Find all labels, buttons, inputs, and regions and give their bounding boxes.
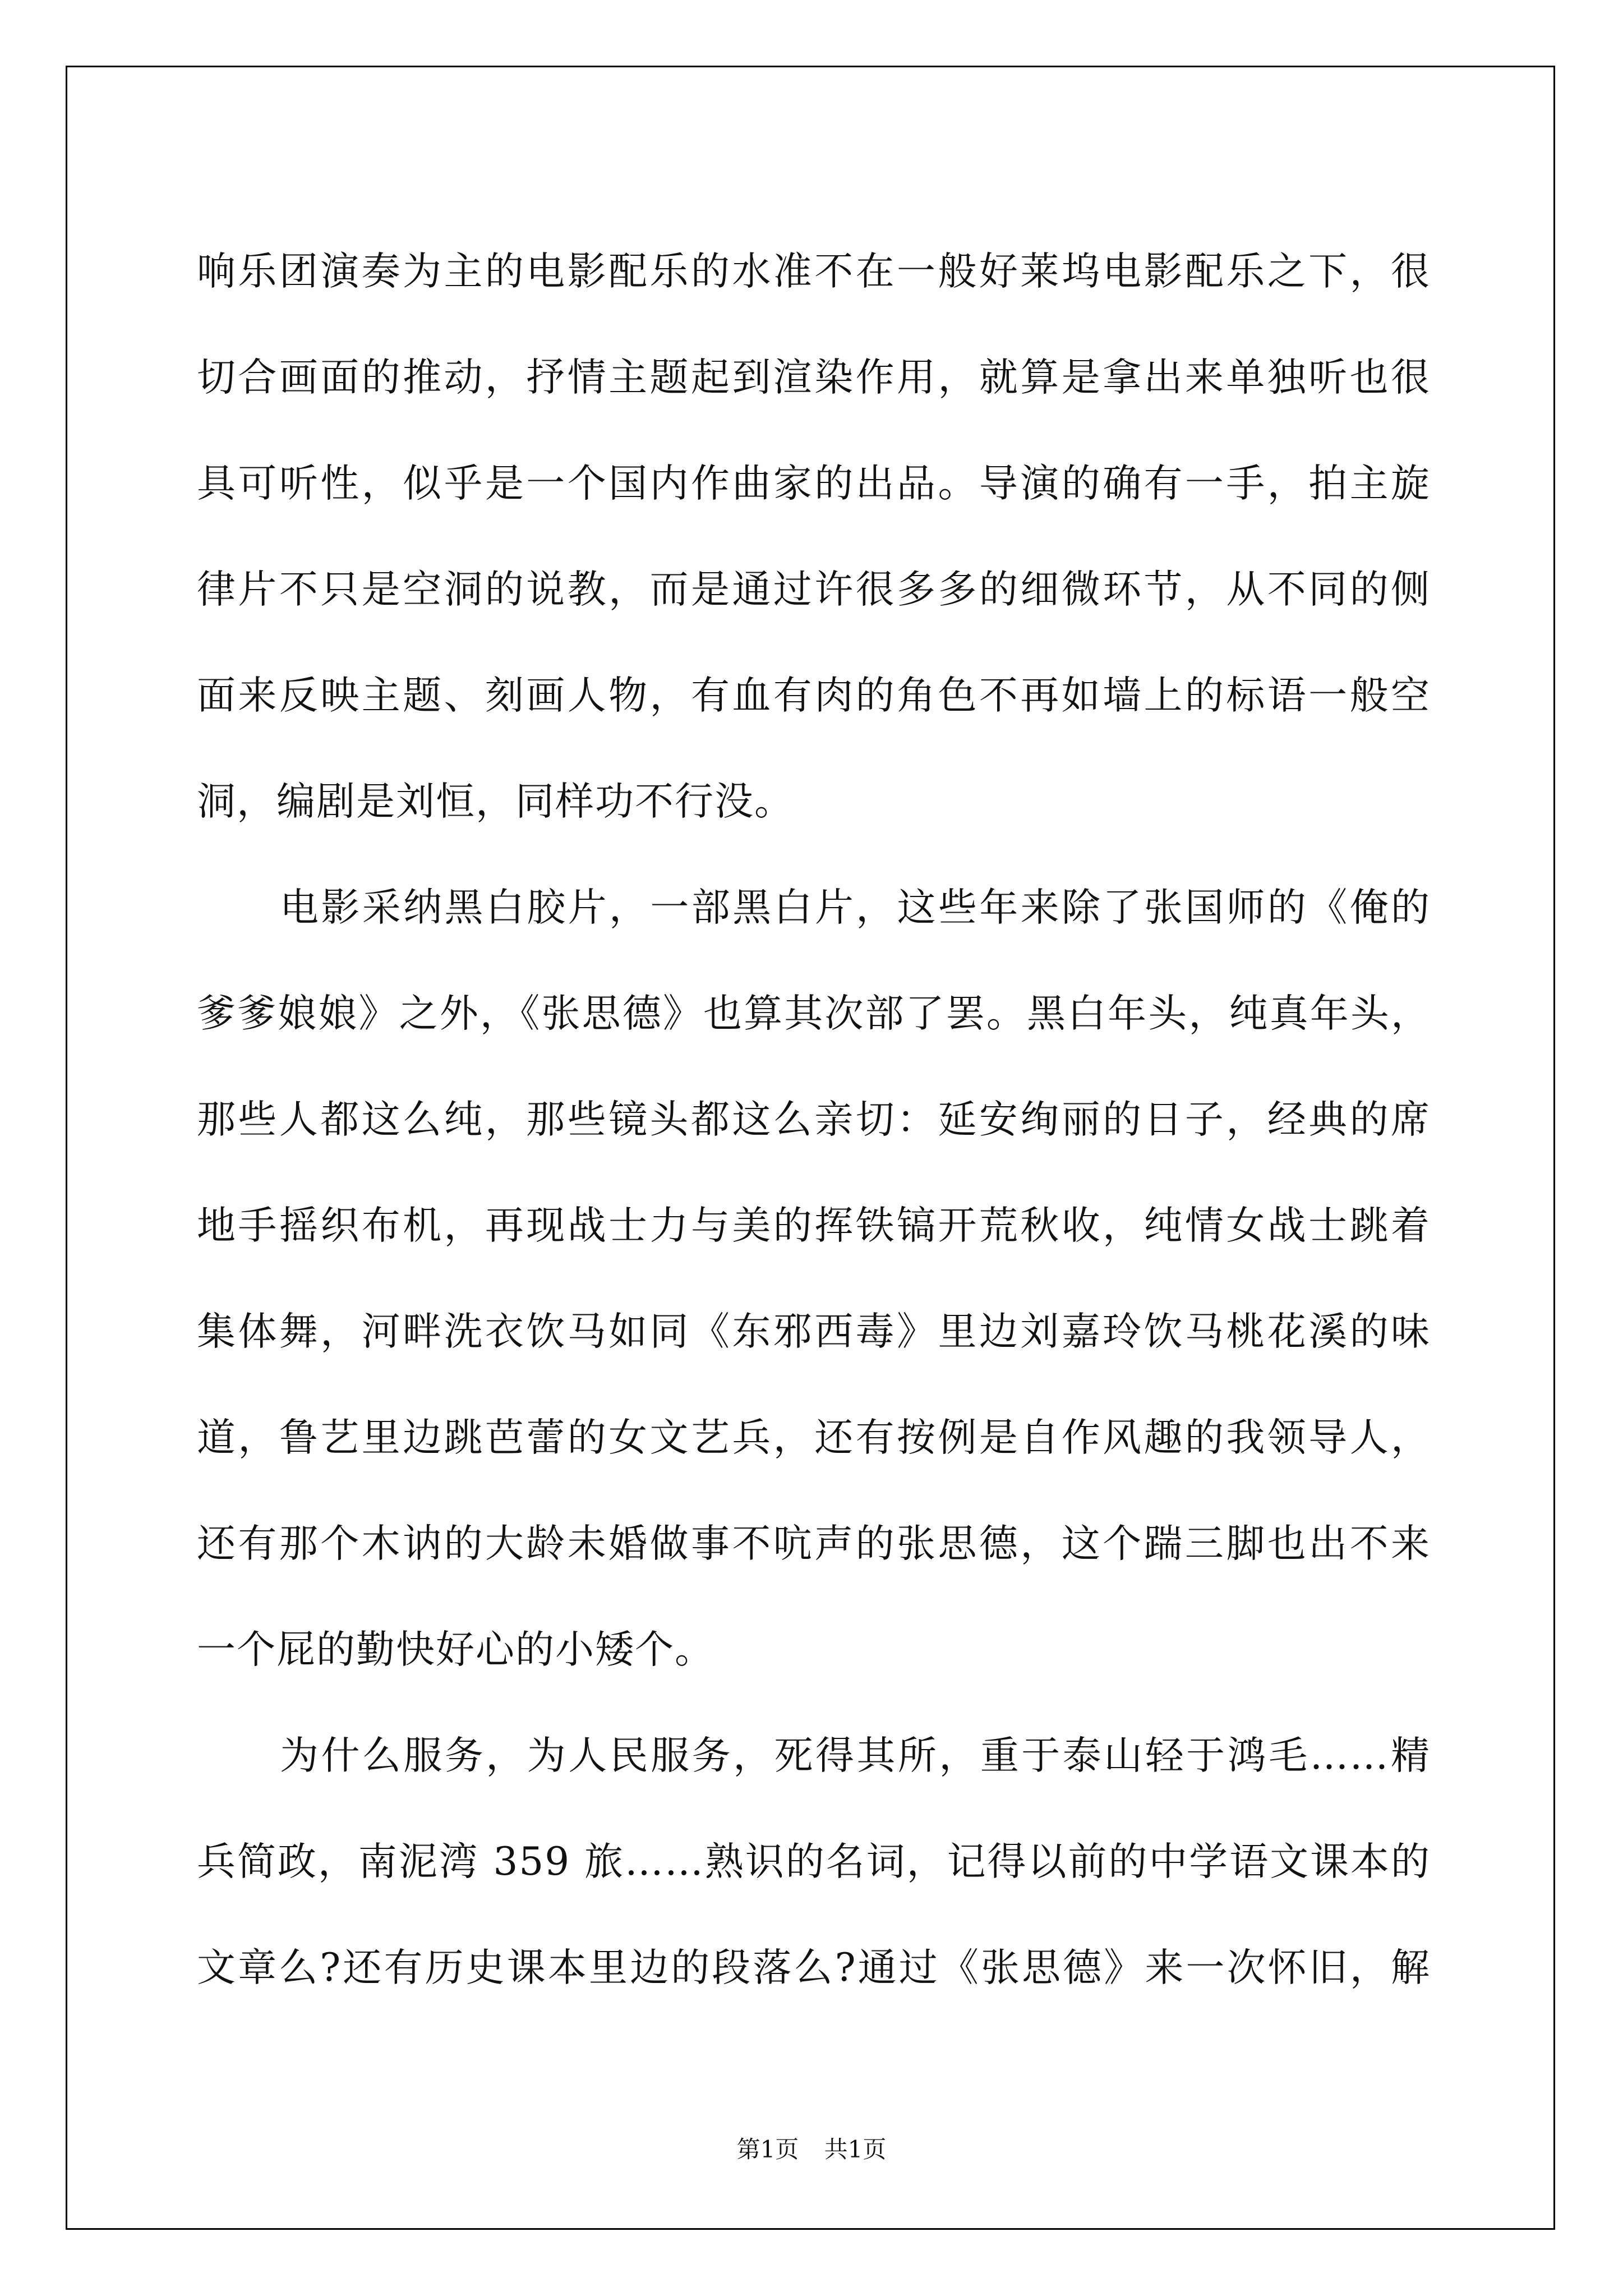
text-line: 还有那个木讷的大龄未婚做事不吭声的张思德，这个踹三脚也出不来 [197, 1521, 1431, 1566]
page-footer [0, 2131, 1623, 2165]
text-line: 洞，编剧是刘恒，同样功不行没。 [197, 779, 794, 824]
text-line: 道，鲁艺里边跳芭蕾的女文艺兵，还有按例是自作风趣的我领导人， [197, 1415, 1431, 1460]
text-line: 文章么?还有历史课本里边的段落么?通过《张思德》来一次怀旧，解 [197, 1945, 1431, 1990]
text-line: 兵简政，南泥湾 359 旅……熟识的名词，记得以前的中学语文课本的 [197, 1839, 1431, 1884]
page-total: 共1页 [824, 2136, 887, 2163]
text-line: 集体舞，河畔洗衣饮马如同《东邪西毒》里边刘嘉玲饮马桃花溪的味 [197, 1309, 1431, 1354]
paragraph-start-line: 为什么服务，为人民服务，死得其所，重于泰山轻于鸿毛……精 [280, 1733, 1431, 1778]
text-line: 面来反映主题、刻画人物，有血有肉的角色不再如墙上的标语一般空 [197, 673, 1431, 718]
text-line: 一个屁的勤快好心的小矮个。 [197, 1627, 714, 1672]
text-line: 爹爹娘娘》之外，《张思德》也算其次部了罢。黑白年头，纯真年头， [197, 991, 1431, 1036]
text-line: 响乐团演奏为主的电影配乐的水准不在一般好莱坞电影配乐之下，很 [197, 249, 1431, 294]
page-number: 第1页 [736, 2136, 799, 2163]
text-line: 地手摇织布机，再现战士力与美的挥铁镐开荒秋收，纯情女战士跳着 [197, 1203, 1431, 1248]
paragraph-start-line: 电影采纳黑白胶片，一部黑白片，这些年来除了张国师的《俺的 [280, 885, 1431, 930]
document-body [197, 219, 1431, 2021]
text-line: 具可听性，似乎是一个国内作曲家的出品。导演的确有一手，拍主旋 [197, 461, 1431, 506]
text-line: 律片不只是空洞的说教，而是通过许很多多的细微环节，从不同的侧 [197, 567, 1431, 612]
text-line: 那些人都这么纯，那些镜头都这么亲切：延安绚丽的日子，经典的席 [197, 1097, 1431, 1142]
text-line: 切合画面的推动，抒情主题起到渲染作用，就算是拿出来单独听也很 [197, 355, 1431, 400]
